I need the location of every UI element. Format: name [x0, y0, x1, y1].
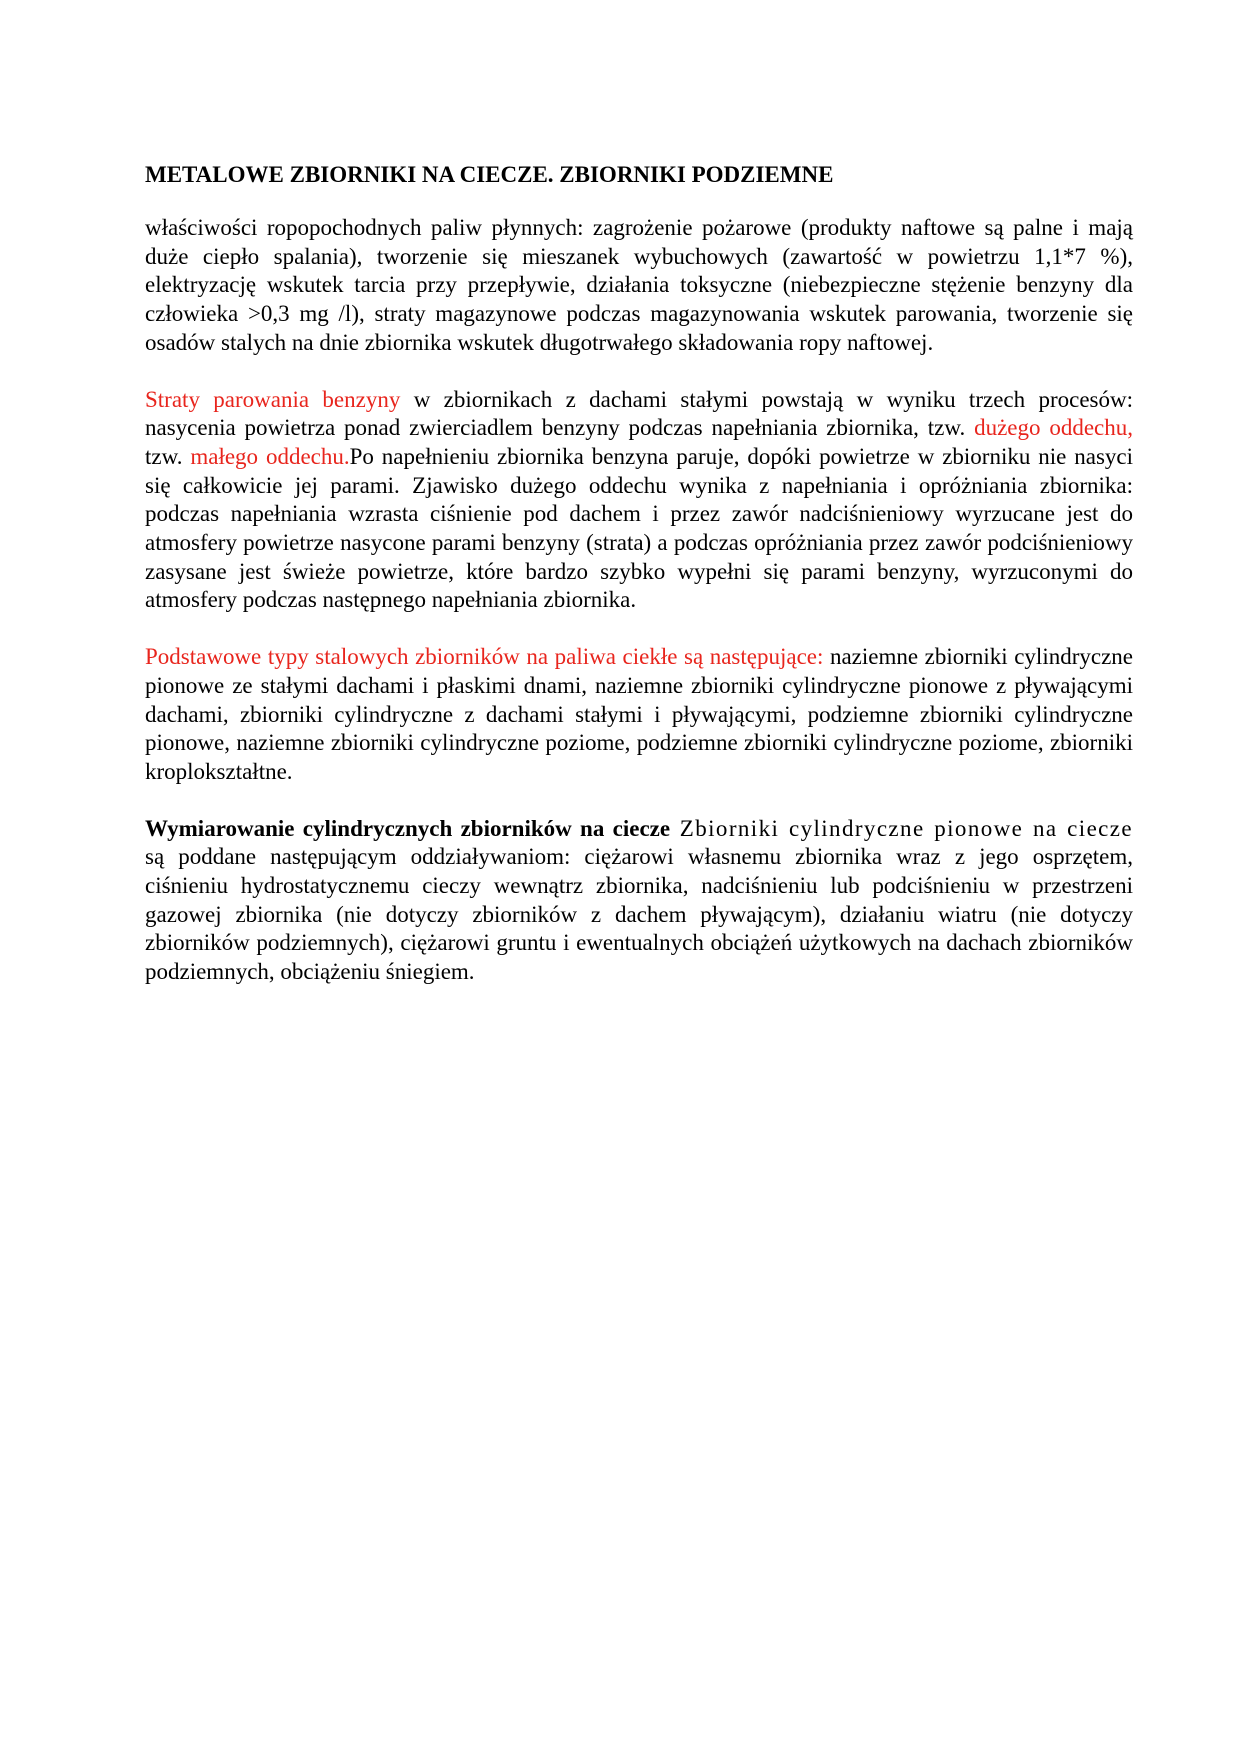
paragraph-tank-dimensioning	[145, 815, 1133, 987]
bold-lead-dimensioning: Wymiarowanie cylindrycznych zbiorników na ciecze	[145, 815, 671, 841]
paragraph-text: naziemne zbiorniki cylindryczne pionowe ze stałymi dachami i płaskimi dnami, naziemne zbiorniki cylindryczne pionowe z pływającymi dachami, zbiorniki cylindryczne z dachami stałymi i pływającymi, podziemne zbiorniki cylindryczne pionowe, naziemne zbiorniki cylindryczne poziome, podziemne zbiorniki cylindryczne poziome, zbiorniki kroplokształtne.	[145, 644, 1133, 784]
document-body	[145, 160, 1133, 1015]
highlight-tank-types: Podstawowe typy stalowych zbiorników na paliwa ciekłe są następujące:	[145, 644, 824, 670]
paragraph-text: są poddane następującym oddziaływaniom: ciężarowi własnemu zbiornika wraz z jego osprzętem, ciśnieniu hydrostatycznemu cieczy wewnątrz zbiornika, nadciśnieniu lub podciśnieniu w przestrzeni gazowej zbiornika (nie dotyczy zbiorników z dachem pływającym), działaniu wiatru (nie dotyczy zbiorników podziemnych), ciężarowi gruntu i ewentualnych obciążeń użytkowych na dachach zbiorników podziemnych, obciążeniu śniegiem.	[145, 844, 1133, 985]
highlight-evaporation-losses: Straty parowania benzyny	[145, 386, 401, 412]
paragraph-text: tzw.	[145, 443, 191, 469]
highlight-large-breath: dużego oddechu,	[974, 415, 1134, 441]
paragraph-fuel-properties	[145, 214, 1133, 358]
paragraph-text: właściwości ropopochodnych paliw płynnych: zagrożenie pożarowe (produkty naftowe są palne i mają duże ciepło spalania), tworzenie się mieszanek wybuchowych (zawartość w powietrzu 1,1*7 %), elektryzację wskutek tarcia przy przepływie, działania toksyczne (niebezpieczne stężenie benzyny dla człowieka >0,3 mg /l), straty magazynowe podczas magazynowania wskutek parowania, tworzenie się osadów stalych na dnie zbiornika wskutek długotrwałego składowania ropy naftowej.	[145, 215, 1133, 355]
document-title: METALOWE ZBIORNIKI NA CIECZE. ZBIORNIKI PODZIEMNE	[145, 162, 834, 187]
highlight-small-breath: małego oddechu.	[190, 443, 350, 469]
paragraph-text-spaced: Zbiorniki cylindryczne pionowe na ciecze	[670, 815, 1133, 841]
paragraph-text: w zbiornikach z dachami stałymi powstają w wyniku trzech procesów: nasycenia powietrza ponad zwierciadlem benzyny podczas napełniania zbiornika, tzw.	[145, 386, 1133, 441]
paragraph-evaporation-losses	[145, 386, 1133, 616]
paragraph-tank-types	[145, 643, 1133, 787]
paragraph-text: Po napełnieniu zbiornika benzyna paruje, dopóki powietrze w zbiorniku nie nasyci się całkowicie jej parami. Zjawisko dużego oddechu wynika z napełniania i opróżniania zbiornika: podczas napełniania wzrasta ciśnienie pod dachem i przez zawór nadciśnieniowy wyrzucane jest do atmosfery powietrze nasycone parami benzyny (strata) a podczas opróżniania przez zawór podciśnieniowy zasysane jest świeże powietrze, które bardzo szybko wypełni się parami benzyny, wyrzuconymi do atmosfery podczas następnego napełniania zbiornika.	[145, 443, 1133, 613]
